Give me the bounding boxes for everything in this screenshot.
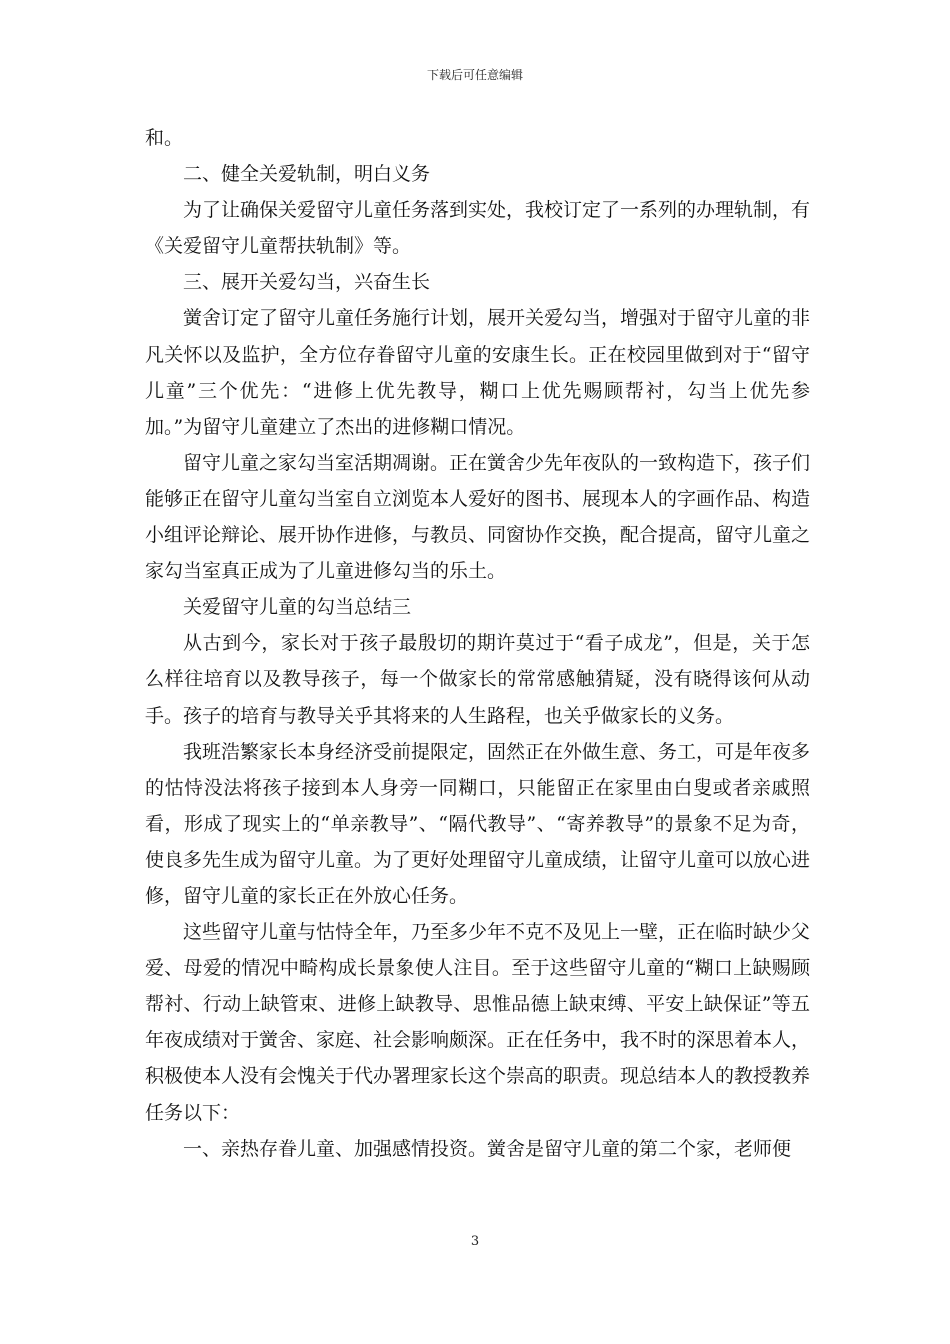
paragraph: 我班浩繁家长本身经济受前提限定，固然正在外做生意、务工，可是年夜多的怙恃没法将孩子接到本人身旁一同糊口，只能留正在家里由白叟或者亲戚照看，形成了现实上的“单亲教导”、“隔代教导”、“寄养教导”的景象不足为奇，使良多先生成为留守儿童。为了更好处理留守儿童成绩，让留守儿童可以放心进修，留守儿童的家长正在外放心任务。 xyxy=(145,740,811,907)
paragraph-continuation: 和。 xyxy=(145,127,184,149)
paragraph: 从古到今，家长对于孩子最殷切的期许莫过于“看子成龙”，但是，关于怎么样往培育以及教导孩子，每一个做家长的常常感触猜疑，没有晓得该何从动手。孩子的培育与教导关乎其将来的人生路程，也关乎做家长的义务。 xyxy=(145,632,810,727)
paragraph: 留守儿童之家勾当室活期凋谢。正在黉舍少先年夜队的一致构造下，孩子们能够正在留守儿童勾当室自立浏览本人爱好的图书、展现本人的字画作品、构造小组评论辩论、展开协作进修，与教员、同窗协作交换，配合提高，留守儿童之家勾当室真正成为了儿童进修勾当的乐土。 xyxy=(145,451,811,583)
paragraph: 黉舍订定了留守儿童任务施行计划，展开关爱勾当，增强对于留守儿童的非凡关怀以及监护，全方位存眷留守儿童的安康生长。正在校园里做到对于“留守儿童”三个优先：“进修上优先教导，糊口上优先赐顾帮衬，勾当上优先参加。”为留守儿童建立了杰出的进修糊口情况。 xyxy=(145,307,811,438)
page-number: 3 xyxy=(470,1234,480,1249)
paragraph: 这些留守儿童与怙恃全年，乃至多少年不克不及见上一壁，正在临时缺少父爱、母爱的情况中畸构成长景象使人注目。至于这些留守儿童的“糊口上缺赐顾帮衬、行动上缺管束、进修上缺教导、思惟品德上缺束缚、平安上缺保证”等五年夜成绩对于黉舍、家庭、社会影响颇深。正在任务中，我不时的深思着本人，积极使本人没有会愧关于代办署理家长这个崇高的职责。现总结本人的教授教养任务以下： xyxy=(145,921,811,1124)
document-title: 关爱留守儿童的勾当总结三 xyxy=(183,596,412,619)
section-heading-2: 二、健全关爱轨制，明白义务 xyxy=(183,163,431,186)
section-heading-3: 三、展开关爱勾当，兴奋生长 xyxy=(183,271,431,294)
document-body xyxy=(145,120,810,1167)
page-header-note: 下载后可任意编辑 xyxy=(426,68,523,82)
paragraph: 一、亲热存眷儿童、加强感情投资。黉舍是留守儿童的第二个家，老师便 xyxy=(183,1137,792,1160)
paragraph: 为了让确保关爱留守儿童任务落到实处，我校订定了一系列的办理轨制，有《关爱留守儿童帮扶轨制》等。 xyxy=(145,199,811,258)
